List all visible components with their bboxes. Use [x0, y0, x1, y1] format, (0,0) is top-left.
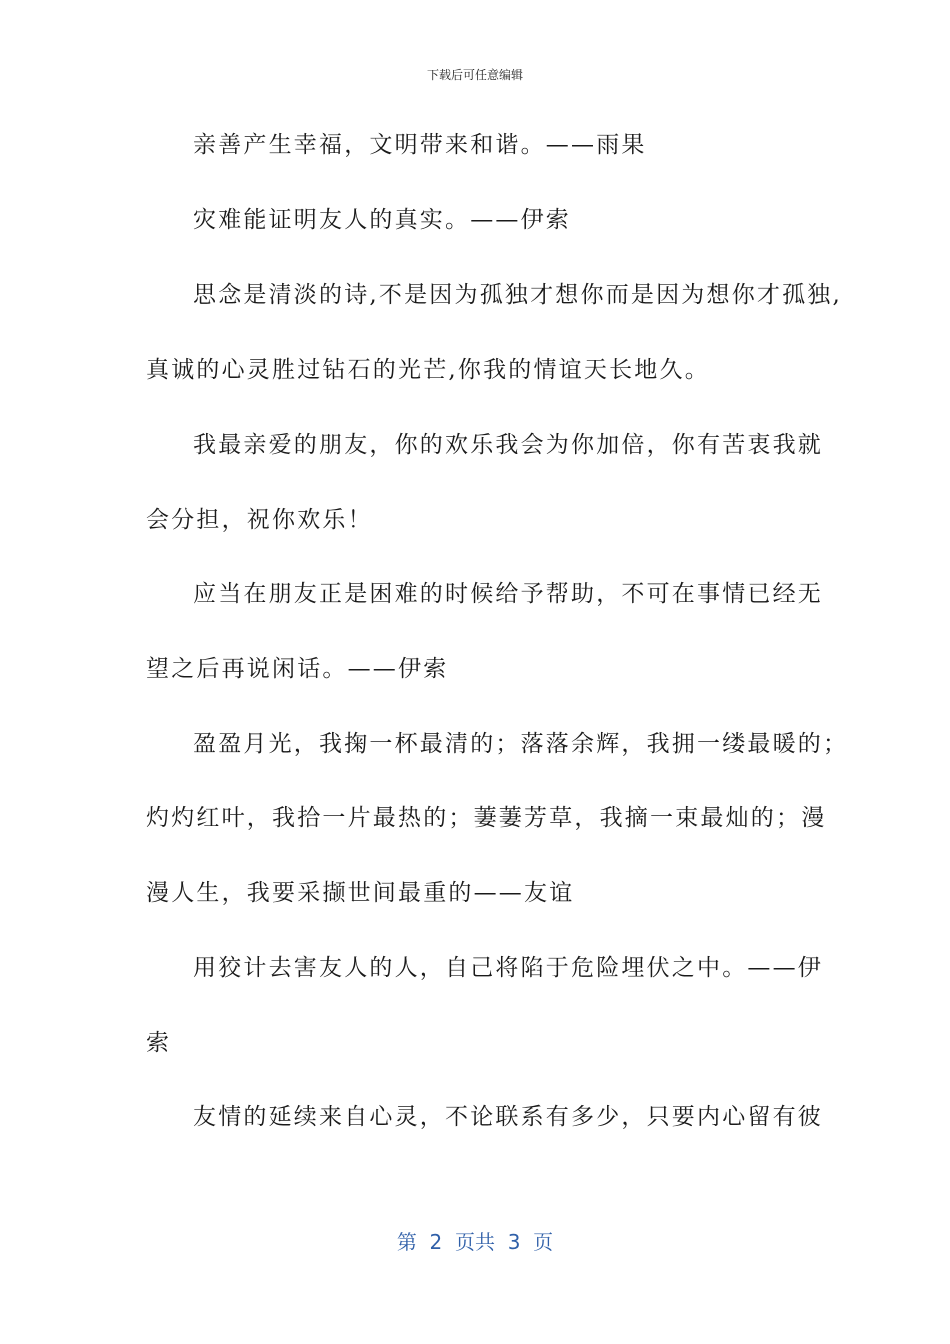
text-line: 灼灼红叶，我拾一片最热的；萋萋芳草，我摘一束最灿的；漫	[146, 805, 827, 831]
page-number: 第 2 页共 3 页	[396, 1230, 554, 1254]
page-header: 下载后可任意编辑	[426, 68, 523, 82]
text-line: 灾难能证明友人的真实。——伊索	[193, 207, 571, 233]
text-line: 漫人生，我要采撷世间最重的——友谊	[146, 880, 575, 906]
text-line: 望之后再说闲话。——伊索	[146, 656, 449, 682]
text-line: 会分担，祝你欢乐！	[146, 507, 373, 533]
text-line: 亲善产生幸福，文明带来和谐。——雨果	[193, 132, 647, 158]
text-line: 友情的延续来自心灵，不论联系有多少，只要内心留有彼	[193, 1104, 823, 1130]
text-line: 真诚的心灵胜过钻石的光芒,你我的情谊天长地久。	[146, 357, 710, 383]
text-line: 应当在朋友正是困难的时候给予帮助，不可在事情已经无	[193, 581, 823, 607]
text-line: 盈盈月光，我掬一杯最清的；落落余辉，我拥一缕最暖的；	[193, 731, 849, 757]
text-line: 思念是清淡的诗,不是因为孤独才想你而是因为想你才孤独,	[193, 282, 843, 308]
text-line: 用狡计去害友人的人，自己将陷于危险埋伏之中。——伊	[193, 955, 823, 981]
text-line: 索	[146, 1030, 172, 1056]
text-line: 我最亲爱的朋友，你的欢乐我会为你加倍，你有苦衷我就	[193, 432, 823, 458]
